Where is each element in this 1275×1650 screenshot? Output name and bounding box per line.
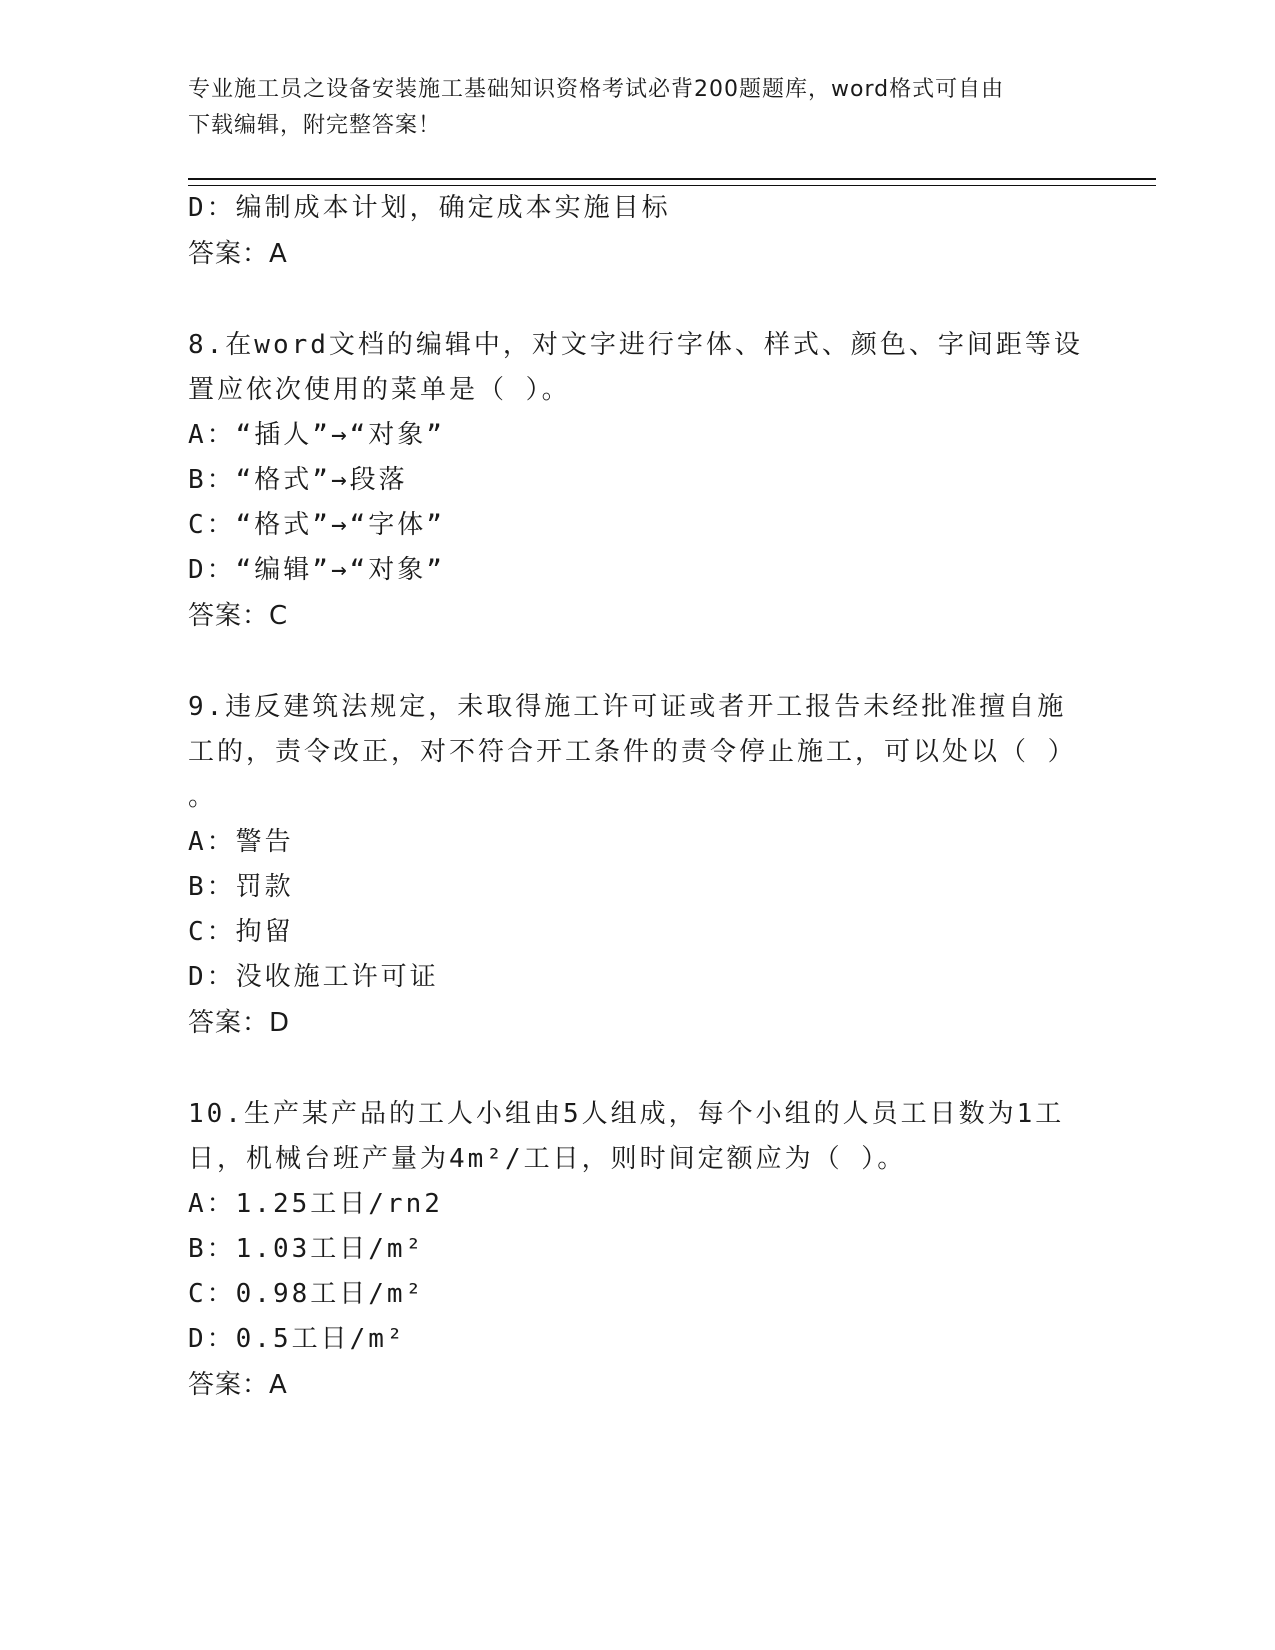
answer-line: 答案：C — [188, 601, 289, 631]
question-block-prev — [188, 186, 1088, 277]
header-title-line-2: 下载编辑，附完整答案！ — [188, 113, 442, 138]
question-block-9 — [188, 685, 1088, 1046]
spacer — [188, 1046, 1088, 1092]
answer-line: 答案：A — [188, 1370, 288, 1400]
option-a: A：警告 — [188, 827, 294, 857]
page-header — [188, 72, 1088, 144]
question-text-line-2: 工的，责令改正，对不符合开工条件的责令停止施工，可以处以（ ） — [188, 737, 1077, 767]
option-d: D：编制成本计划，确定成本实施目标 — [188, 193, 671, 223]
question-text-line-2: 置应依次使用的菜单是（ ）。 — [188, 375, 571, 405]
option-d: D：没收施工许可证 — [188, 962, 439, 992]
header-title-line-1: 专业施工员之设备安装施工基础知识资格考试必背200题题库，word格式可自由 — [188, 77, 1005, 102]
header-divider — [188, 178, 1156, 186]
answer-line: 答案：D — [188, 1008, 291, 1038]
question-block-8 — [188, 323, 1088, 639]
question-text-line-1: 10.生产某产品的工人小组由5人组成，每个小组的人员工日数为1工 — [188, 1099, 1065, 1129]
option-c: C：“格式”→“字体” — [188, 510, 445, 540]
question-text-line-3: 。 — [188, 782, 218, 812]
option-a: A：1.25工日/rn2 — [188, 1189, 443, 1219]
question-text-line-2: 日，机械台班产量为4m²/工日，则时间定额应为（ ）。 — [188, 1144, 907, 1174]
option-c: C：拘留 — [188, 917, 294, 947]
option-d: D：0.5工日/m² — [188, 1324, 406, 1354]
option-b: B：罚款 — [188, 872, 294, 902]
question-text-line-1: 8.在word文档的编辑中，对文字进行字体、样式、颜色、字间距等设 — [188, 330, 1083, 360]
spacer — [188, 639, 1088, 685]
option-d: D：“编辑”→“对象” — [188, 555, 445, 585]
option-c: C：0.98工日/m² — [188, 1279, 425, 1309]
answer-line: 答案：A — [188, 239, 288, 269]
option-b: B：1.03工日/m² — [188, 1234, 425, 1264]
spacer — [188, 277, 1088, 323]
question-text-line-1: 9.违反建筑法规定，未取得施工许可证或者开工报告未经批准擅自施 — [188, 692, 1067, 722]
question-block-10 — [188, 1092, 1088, 1408]
question-content — [188, 186, 1088, 1408]
option-a: A：“插人”→“对象” — [188, 420, 445, 450]
option-b: B：“格式”→段落 — [188, 465, 408, 495]
